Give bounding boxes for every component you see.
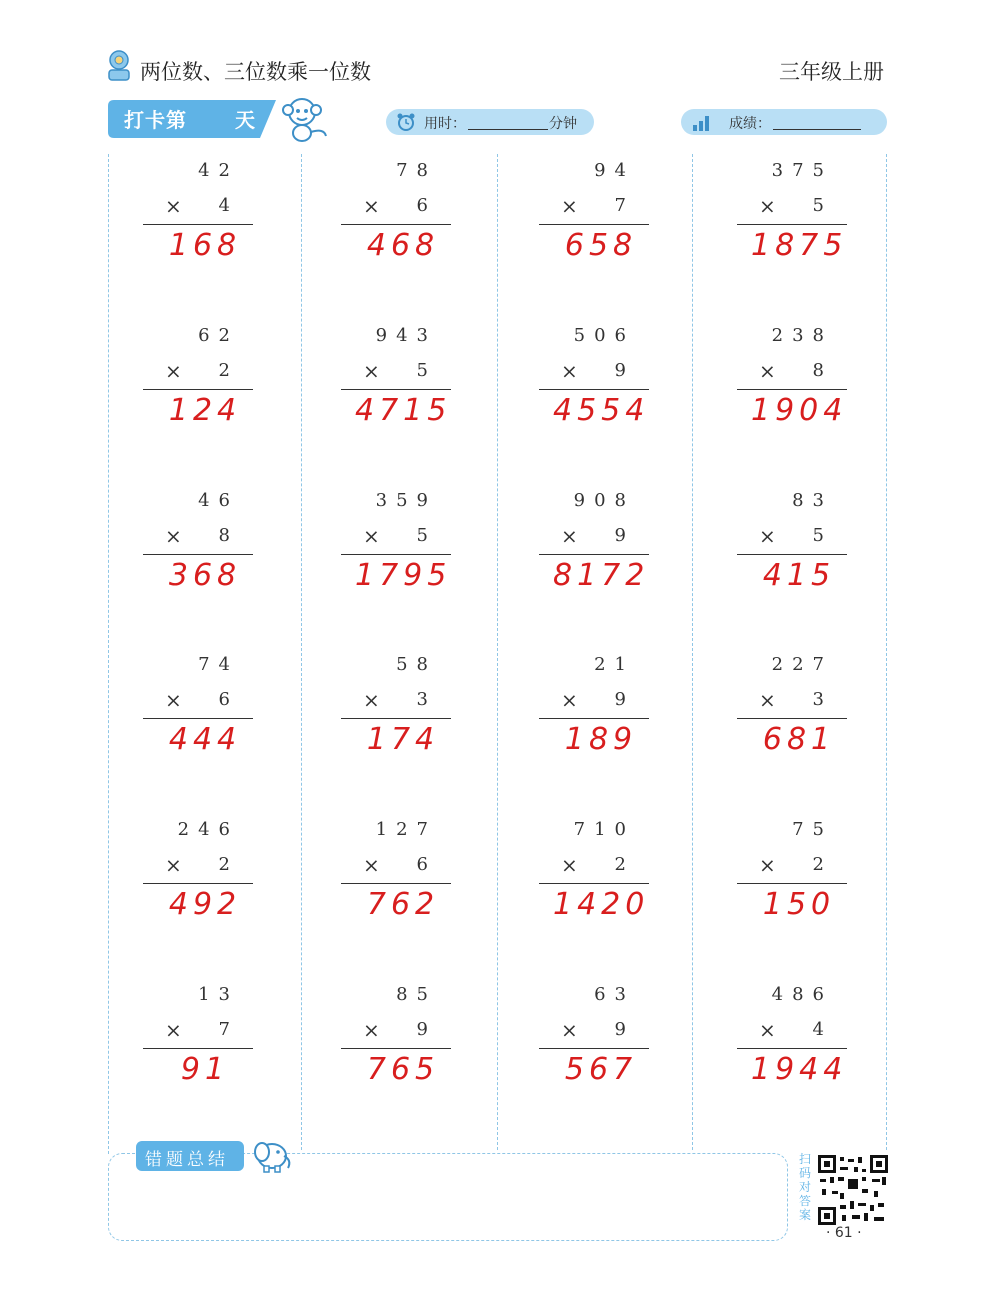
time-label: 用时： [424,116,466,132]
time-input-line[interactable] [468,129,548,130]
handwritten-answer[interactable]: 444 [168,722,242,757]
times-sign: × [759,853,776,877]
multiplier: 6 [416,195,428,216]
times-sign: × [165,688,182,712]
handwritten-answer[interactable]: 91 [180,1052,230,1087]
problem-cell [143,160,253,310]
times-sign: × [759,359,776,383]
problem-cell [737,160,847,310]
monkey-mascot-icon [276,94,330,142]
multiplier: 8 [218,525,230,546]
multiplier: 5 [812,525,824,546]
answer-rule [737,1048,847,1049]
column-divider [886,154,887,1150]
answer-rule [737,224,847,225]
time-unit-label: 分钟 [549,116,577,132]
checkin-day-label: 天 [235,108,255,132]
problem-cell [143,325,253,475]
multiplicand: 359 [375,490,437,511]
answer-rule [341,554,451,555]
multiplier: 8 [812,360,824,381]
handwritten-answer[interactable]: 1875 [751,228,848,263]
handwritten-answer[interactable]: 168 [168,228,242,263]
problem-cell [341,819,451,969]
answer-rule [143,883,253,884]
multiplier: 9 [416,1019,428,1040]
handwritten-answer[interactable]: 658 [564,228,638,263]
multiplier: 3 [416,689,428,710]
column-divider [108,154,109,1154]
problem-cell [737,984,847,1134]
multiplicand: 83 [792,490,833,511]
times-sign: × [561,194,578,218]
handwritten-answer[interactable]: 174 [366,722,440,757]
handwritten-answer[interactable]: 368 [168,558,242,593]
multiplicand: 13 [198,984,239,1005]
problem-cell [341,490,451,640]
column-divider [497,154,498,1150]
answer-rule [143,718,253,719]
handwritten-answer[interactable]: 1944 [751,1052,848,1087]
problem-cell [737,654,847,804]
multiplicand: 74 [198,654,239,675]
handwritten-answer[interactable]: 1420 [553,887,650,922]
multiplier: 7 [218,1019,230,1040]
problem-cell [737,819,847,969]
handwritten-answer[interactable]: 415 [762,558,836,593]
multiplier: 9 [614,525,626,546]
handwritten-answer[interactable]: 762 [366,887,440,922]
handwritten-answer[interactable]: 492 [168,887,242,922]
alarm-clock-icon [396,112,416,132]
answer-rule [737,554,847,555]
answer-rule [341,883,451,884]
column-divider [692,154,693,1150]
answer-rule [737,883,847,884]
handwritten-answer[interactable]: 468 [366,228,440,263]
score-input-line[interactable] [773,129,861,130]
problem-cell [143,819,253,969]
qr-code-icon[interactable] [818,1155,888,1225]
score-field [681,109,887,135]
multiplier: 5 [812,195,824,216]
problem-cell [143,490,253,640]
answer-rule [341,1048,451,1049]
times-sign: × [561,524,578,548]
multiplier: 6 [218,689,230,710]
problem-cell [539,490,649,640]
times-sign: × [363,1018,380,1042]
handwritten-answer[interactable]: 150 [762,887,836,922]
multiplicand: 85 [396,984,437,1005]
times-sign: × [759,688,776,712]
answer-rule [143,554,253,555]
scan-answer-label: 扫码对答案 [799,1152,812,1222]
times-sign: × [561,853,578,877]
answer-rule [143,224,253,225]
times-sign: × [363,359,380,383]
multiplicand: 58 [396,654,437,675]
times-sign: × [165,853,182,877]
problem-cell [341,984,451,1134]
handwritten-answer[interactable]: 1904 [751,393,848,428]
flower-logo-icon [104,48,134,82]
multiplicand: 943 [375,325,437,346]
multiplier: 9 [614,1019,626,1040]
time-field [386,109,594,135]
checkin-label: 打卡第 [124,108,187,132]
multiplicand: 42 [198,160,239,181]
handwritten-answer[interactable]: 189 [564,722,638,757]
answer-rule [341,389,451,390]
multiplicand: 908 [573,490,635,511]
multiplicand: 62 [198,325,239,346]
multiplicand: 227 [771,654,833,675]
times-sign: × [363,853,380,877]
column-divider [301,154,302,1150]
answer-rule [539,554,649,555]
multiplier: 2 [218,854,230,875]
problem-cell [341,654,451,804]
times-sign: × [363,194,380,218]
multiplier: 3 [812,689,824,710]
answer-rule [341,224,451,225]
answer-rule [341,718,451,719]
multiplier: 9 [614,360,626,381]
problem-cell [737,325,847,475]
handwritten-answer[interactable]: 8172 [553,558,650,593]
handwritten-answer[interactable]: 124 [168,393,242,428]
multiplier: 2 [614,854,626,875]
times-sign: × [165,194,182,218]
multiplier: 5 [416,360,428,381]
times-sign: × [363,688,380,712]
handwritten-answer[interactable]: 4715 [355,393,452,428]
page-title: 两位数、三位数乘一位数 [140,60,371,84]
problem-cell [143,654,253,804]
multiplicand: 375 [771,160,833,181]
grade-label: 三年级上册 [779,60,884,84]
handwritten-answer[interactable]: 1795 [355,558,452,593]
multiplicand: 486 [771,984,833,1005]
multiplier: 4 [812,1019,824,1040]
answer-rule [539,1048,649,1049]
problem-cell [341,325,451,475]
answer-rule [539,883,649,884]
multiplier: 7 [614,195,626,216]
handwritten-answer[interactable]: 681 [762,722,836,757]
times-sign: × [363,524,380,548]
times-sign: × [165,524,182,548]
answer-rule [143,1048,253,1049]
problem-cell [539,325,649,475]
answer-rule [539,718,649,719]
times-sign: × [165,359,182,383]
problem-cell [539,984,649,1134]
multiplicand: 21 [594,654,635,675]
multiplier: 2 [812,854,824,875]
times-sign: × [759,1018,776,1042]
answer-rule [737,718,847,719]
times-sign: × [561,1018,578,1042]
problem-cell [143,984,253,1134]
answer-rule [539,389,649,390]
multiplier: 6 [416,854,428,875]
multiplicand: 63 [594,984,635,1005]
multiplicand: 506 [573,325,635,346]
answer-rule [539,224,649,225]
multiplier: 9 [614,689,626,710]
bar-chart-icon [691,112,711,132]
multiplier: 5 [416,525,428,546]
problem-cell [737,490,847,640]
times-sign: × [759,194,776,218]
multiplier: 2 [218,360,230,381]
multiplicand: 75 [792,819,833,840]
problem-cell [539,654,649,804]
times-sign: × [165,1018,182,1042]
problem-cell [341,160,451,310]
multiplicand: 94 [594,160,635,181]
answer-rule [737,389,847,390]
page-number: · 61 · [826,1225,862,1241]
multiplicand: 246 [177,819,239,840]
multiplicand: 46 [198,490,239,511]
times-sign: × [561,359,578,383]
multiplicand: 238 [771,325,833,346]
times-sign: × [561,688,578,712]
elephant-mascot-icon [248,1134,294,1174]
handwritten-answer[interactable]: 765 [366,1052,440,1087]
multiplicand: 710 [573,819,635,840]
mistake-summary-label: 错题总结 [145,1150,229,1170]
multiplier: 4 [218,195,230,216]
problem-cell [539,160,649,310]
handwritten-answer[interactable]: 567 [564,1052,638,1087]
handwritten-answer[interactable]: 4554 [553,393,650,428]
times-sign: × [759,524,776,548]
score-label: 成绩： [729,116,771,132]
multiplicand: 78 [396,160,437,181]
problem-cell [539,819,649,969]
multiplicand: 127 [375,819,437,840]
answer-rule [143,389,253,390]
